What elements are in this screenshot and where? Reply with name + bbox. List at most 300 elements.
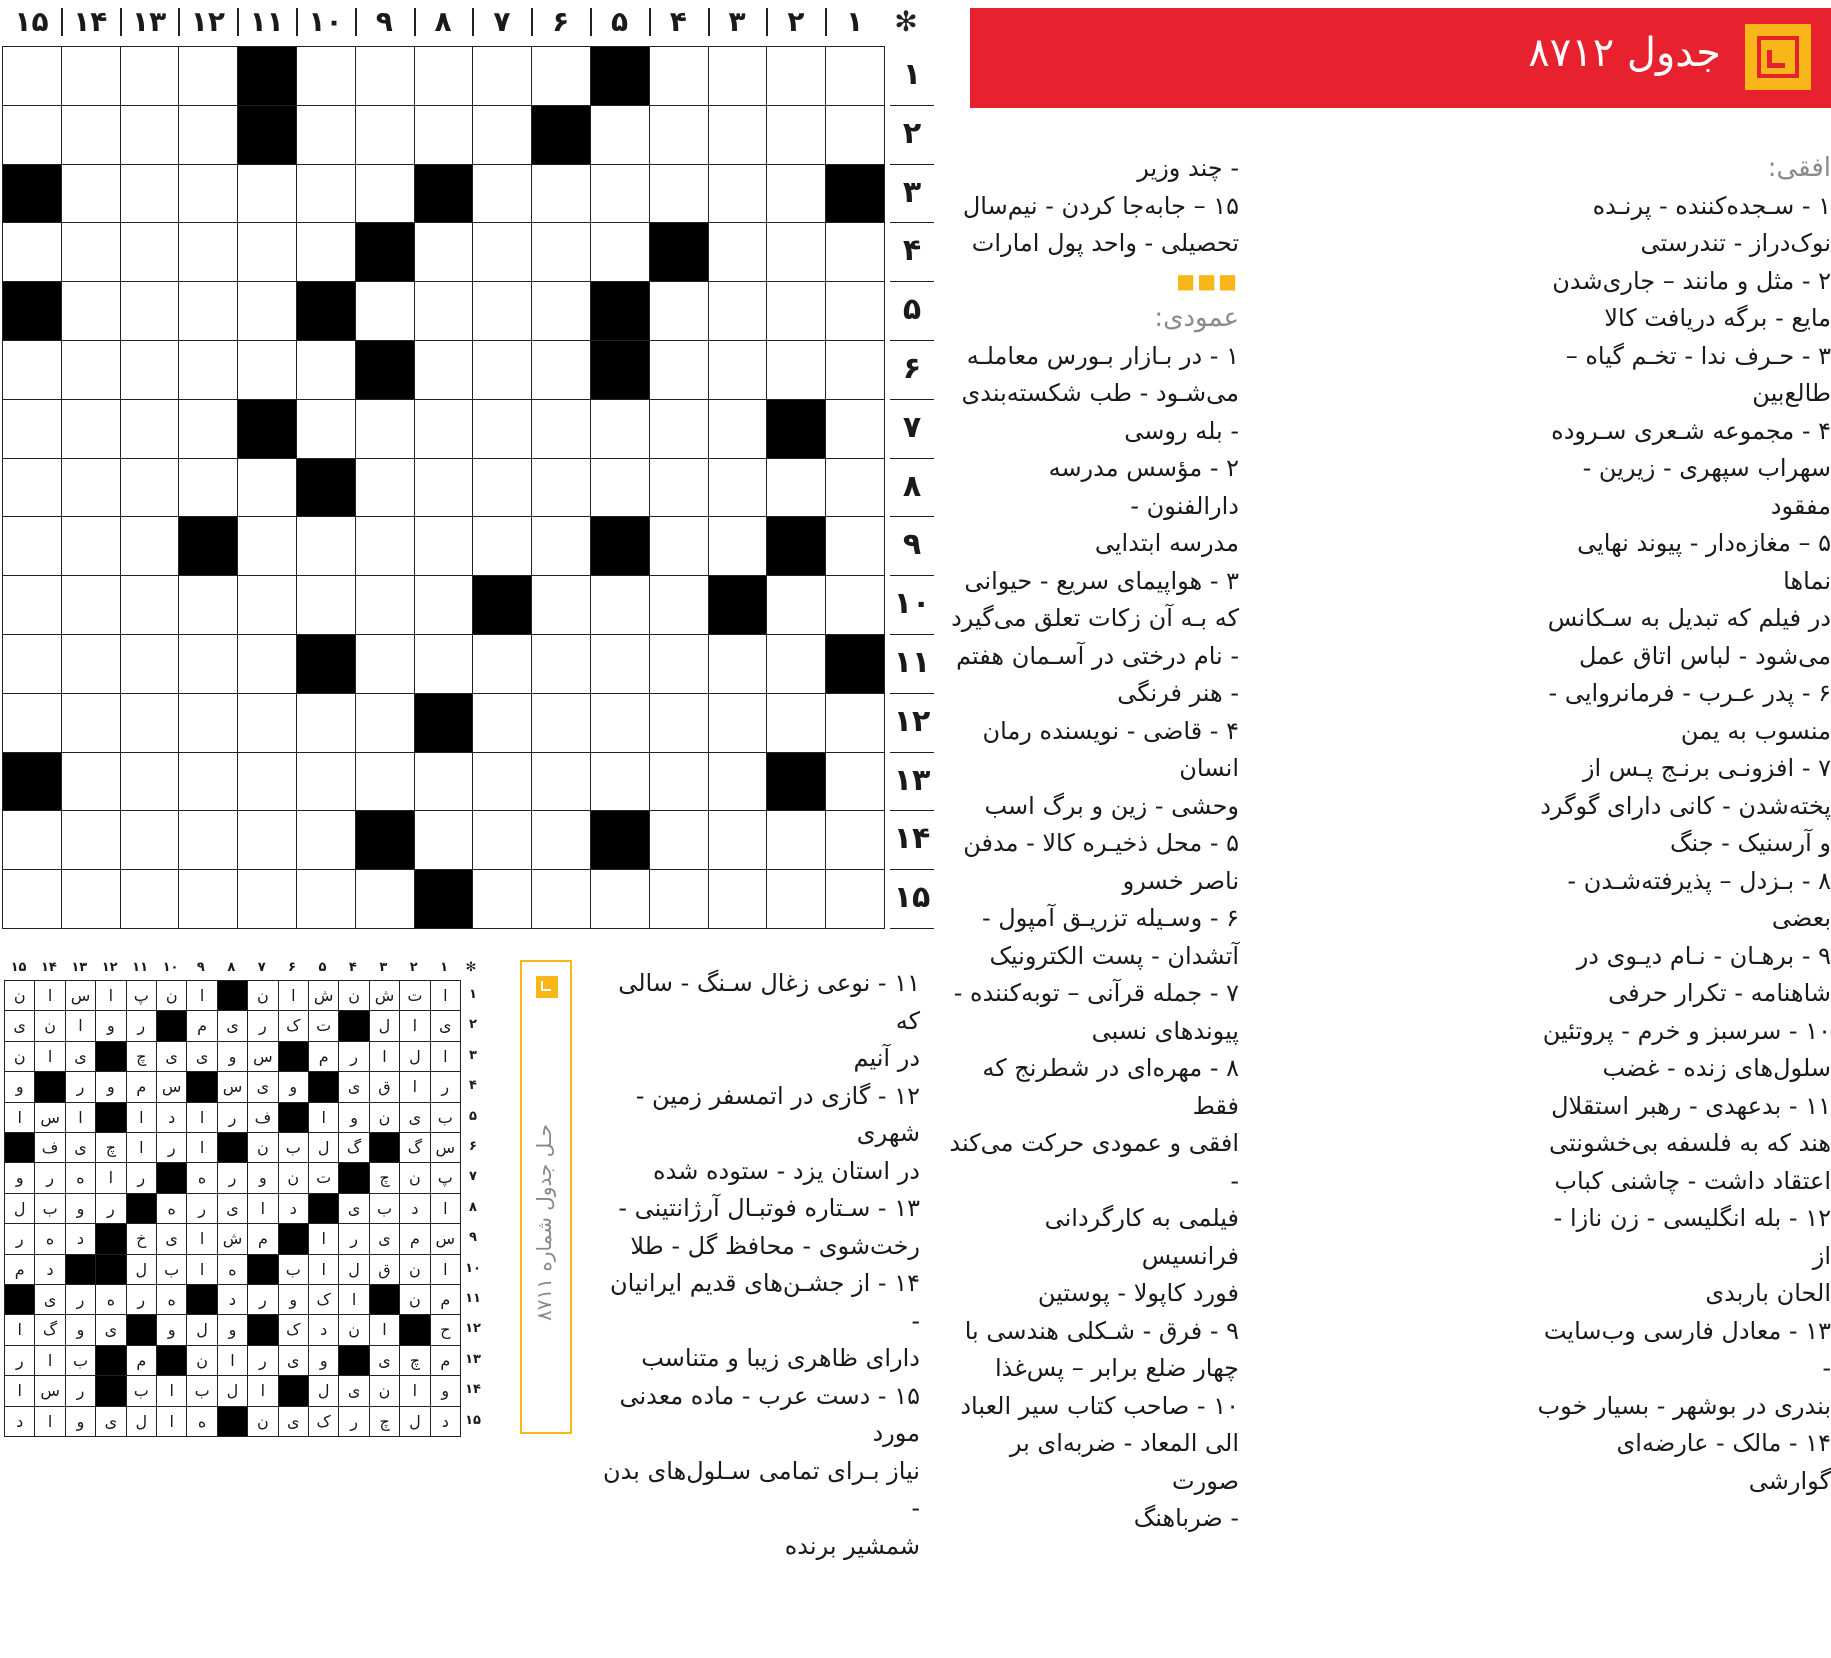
solution-letter-cell: ا bbox=[157, 1407, 187, 1437]
empty-cell[interactable] bbox=[767, 165, 826, 224]
empty-cell[interactable] bbox=[415, 282, 474, 341]
empty-cell[interactable] bbox=[415, 459, 474, 518]
empty-cell[interactable] bbox=[650, 694, 709, 753]
empty-cell[interactable] bbox=[473, 635, 532, 694]
solution-letter-cell: ا bbox=[309, 1255, 339, 1285]
solution-letter-cell: ا bbox=[5, 1376, 35, 1406]
solution-black-cell bbox=[96, 1255, 126, 1285]
across-clue-line: ۲ - مثل و مانند – جاری‌شدن bbox=[1552, 266, 1831, 295]
empty-cell[interactable] bbox=[415, 400, 474, 459]
black-cell bbox=[297, 459, 356, 518]
solution-letter-cell: م bbox=[5, 1255, 35, 1285]
empty-cell[interactable] bbox=[415, 811, 474, 870]
empty-cell[interactable] bbox=[356, 165, 415, 224]
solution-letter-cell: ب bbox=[35, 1194, 65, 1224]
down-clue-line: ۶ - وسـیله تزریـق آمپول - bbox=[982, 904, 1239, 932]
empty-cell[interactable] bbox=[121, 459, 180, 518]
empty-cell[interactable] bbox=[532, 282, 591, 341]
down-clues bbox=[949, 150, 1239, 1538]
solution-letter-cell: ب bbox=[279, 1255, 309, 1285]
solution-letter-cell: ر bbox=[5, 1224, 35, 1254]
empty-cell[interactable] bbox=[297, 694, 356, 753]
empty-cell[interactable] bbox=[297, 811, 356, 870]
empty-cell[interactable] bbox=[179, 282, 238, 341]
solution-row-number: ۲ bbox=[469, 1017, 477, 1033]
solution-letter-cell: ی bbox=[339, 1194, 369, 1224]
solution-letter-cell: ا bbox=[187, 1103, 217, 1133]
empty-cell[interactable] bbox=[179, 400, 238, 459]
empty-cell[interactable] bbox=[297, 165, 356, 224]
empty-cell[interactable] bbox=[62, 459, 121, 518]
empty-cell[interactable] bbox=[591, 106, 650, 165]
solution-column-number: ۱ bbox=[440, 960, 449, 975]
solution-letter-cell: ح bbox=[431, 1315, 461, 1345]
empty-cell[interactable] bbox=[179, 223, 238, 282]
empty-cell[interactable] bbox=[709, 517, 768, 576]
column-number: ۱۲ bbox=[190, 5, 225, 38]
empty-cell[interactable] bbox=[415, 635, 474, 694]
empty-cell[interactable] bbox=[356, 576, 415, 635]
empty-cell[interactable] bbox=[356, 753, 415, 812]
empty-cell[interactable] bbox=[356, 106, 415, 165]
empty-cell[interactable] bbox=[297, 341, 356, 400]
down-clues-continued bbox=[598, 965, 920, 1565]
empty-cell[interactable] bbox=[3, 47, 62, 106]
empty-cell[interactable] bbox=[62, 870, 121, 929]
empty-cell[interactable] bbox=[238, 282, 297, 341]
solution-letter-cell: ا bbox=[66, 1103, 96, 1133]
empty-cell[interactable] bbox=[532, 811, 591, 870]
empty-cell[interactable] bbox=[62, 106, 121, 165]
empty-cell[interactable] bbox=[121, 282, 180, 341]
solution-column-number: ۱۲ bbox=[101, 960, 118, 975]
solution-row-number: ۷ bbox=[469, 1169, 477, 1185]
empty-cell[interactable] bbox=[473, 106, 532, 165]
empty-cell[interactable] bbox=[62, 165, 121, 224]
empty-cell[interactable] bbox=[121, 576, 180, 635]
empty-cell[interactable] bbox=[473, 459, 532, 518]
down-clue-line: چهار ضلع برابر – پس‌غذا bbox=[994, 1354, 1239, 1382]
across-clue-line: اعتقاد داشت - چاشنی کباب bbox=[1554, 1166, 1831, 1195]
empty-cell[interactable] bbox=[473, 165, 532, 224]
empty-cell[interactable] bbox=[297, 517, 356, 576]
across-clue-line: ۹ - برهـان - نـام دیـوی در bbox=[1576, 941, 1831, 970]
empty-cell[interactable] bbox=[3, 341, 62, 400]
down-clue-line: ۱۰ - صاحب کتاب سیر العباد bbox=[960, 1391, 1239, 1420]
column-separator bbox=[472, 8, 474, 36]
solution-letter-cell: ی bbox=[279, 1407, 309, 1437]
empty-cell[interactable] bbox=[650, 635, 709, 694]
empty-cell[interactable] bbox=[709, 694, 768, 753]
empty-cell[interactable] bbox=[473, 870, 532, 929]
empty-cell[interactable] bbox=[62, 400, 121, 459]
solution-letter-cell: ا bbox=[35, 981, 65, 1011]
empty-cell[interactable] bbox=[62, 753, 121, 812]
empty-cell[interactable] bbox=[62, 694, 121, 753]
empty-cell[interactable] bbox=[591, 165, 650, 224]
solution-letter-cell: م bbox=[187, 1011, 217, 1041]
across-clue-line: سهراب سپهری - زیرین - مفقود bbox=[1582, 454, 1831, 520]
solution-letter-cell: ا bbox=[127, 1103, 157, 1133]
solution-letter-cell: ا bbox=[309, 1224, 339, 1254]
empty-cell[interactable] bbox=[297, 47, 356, 106]
across-clue-line: ۵ – مغازه‌دار - پیوند نهایی نماها bbox=[1577, 529, 1831, 595]
solution-black-cell bbox=[370, 1285, 400, 1315]
solution-letter-cell: و bbox=[66, 1194, 96, 1224]
empty-cell[interactable] bbox=[62, 223, 121, 282]
empty-cell[interactable] bbox=[415, 47, 474, 106]
empty-cell[interactable] bbox=[238, 459, 297, 518]
empty-cell[interactable] bbox=[591, 870, 650, 929]
black-cell bbox=[826, 635, 885, 694]
down-clue-line: ۱۳ - سـتاره فوتبـال آرژانتینی - bbox=[618, 1194, 920, 1222]
solution-black-cell bbox=[5, 1133, 35, 1163]
empty-cell[interactable] bbox=[3, 400, 62, 459]
solution-letter-cell: د bbox=[218, 1285, 248, 1315]
empty-cell[interactable] bbox=[238, 694, 297, 753]
empty-cell[interactable] bbox=[179, 694, 238, 753]
empty-cell[interactable] bbox=[179, 165, 238, 224]
empty-cell[interactable] bbox=[709, 870, 768, 929]
empty-cell[interactable] bbox=[356, 635, 415, 694]
solution-letter-cell: ر bbox=[248, 1285, 278, 1315]
empty-cell[interactable] bbox=[238, 753, 297, 812]
solution-letter-cell: م bbox=[248, 1224, 278, 1254]
solution-letter-cell: ل bbox=[309, 1133, 339, 1163]
down-clue-line: رخت‌شوی - محافظ گل - طلا bbox=[630, 1231, 920, 1260]
empty-cell[interactable] bbox=[591, 635, 650, 694]
empty-cell[interactable] bbox=[709, 165, 768, 224]
empty-cell[interactable] bbox=[709, 400, 768, 459]
empty-cell[interactable] bbox=[356, 517, 415, 576]
empty-cell[interactable] bbox=[238, 517, 297, 576]
empty-cell[interactable] bbox=[415, 106, 474, 165]
empty-cell[interactable] bbox=[3, 517, 62, 576]
empty-cell[interactable] bbox=[532, 576, 591, 635]
empty-cell[interactable] bbox=[473, 341, 532, 400]
empty-cell[interactable] bbox=[121, 517, 180, 576]
solution-letter-cell: ه bbox=[187, 1163, 217, 1193]
empty-cell[interactable] bbox=[297, 400, 356, 459]
black-cell bbox=[238, 47, 297, 106]
empty-cell[interactable] bbox=[238, 341, 297, 400]
empty-cell[interactable] bbox=[473, 694, 532, 753]
solution-letter-cell: ر bbox=[127, 1285, 157, 1315]
empty-cell[interactable] bbox=[591, 400, 650, 459]
solution-letter-cell: ن bbox=[5, 1042, 35, 1072]
solution-letter-cell: و bbox=[279, 1285, 309, 1315]
empty-cell[interactable] bbox=[591, 459, 650, 518]
solution-black-cell bbox=[279, 1224, 309, 1254]
empty-cell[interactable] bbox=[3, 459, 62, 518]
solution-column-number: ۱۱ bbox=[132, 960, 149, 975]
empty-cell[interactable] bbox=[650, 400, 709, 459]
empty-cell[interactable] bbox=[826, 753, 885, 812]
empty-cell[interactable] bbox=[121, 694, 180, 753]
down-clue-line: ۳ - هواپیمای سریع - حیوانی bbox=[964, 566, 1239, 595]
solution-letter-cell: س bbox=[218, 1072, 248, 1102]
empty-cell[interactable] bbox=[415, 576, 474, 635]
empty-cell[interactable] bbox=[356, 400, 415, 459]
empty-cell[interactable] bbox=[767, 282, 826, 341]
empty-cell[interactable] bbox=[3, 694, 62, 753]
empty-cell[interactable] bbox=[121, 635, 180, 694]
empty-cell[interactable] bbox=[532, 753, 591, 812]
empty-cell[interactable] bbox=[532, 694, 591, 753]
empty-cell[interactable] bbox=[767, 459, 826, 518]
empty-cell[interactable] bbox=[473, 753, 532, 812]
solution-letter-cell: ی bbox=[400, 1103, 430, 1133]
empty-cell[interactable] bbox=[767, 106, 826, 165]
solution-column-numbers bbox=[4, 960, 484, 980]
solution-letter-cell: ر bbox=[35, 1163, 65, 1193]
empty-cell[interactable] bbox=[532, 635, 591, 694]
empty-cell[interactable] bbox=[179, 341, 238, 400]
empty-cell[interactable] bbox=[473, 811, 532, 870]
empty-cell[interactable] bbox=[473, 400, 532, 459]
empty-cell[interactable] bbox=[121, 811, 180, 870]
down-clue-line: می‌شـود - طب شکسته‌بندی bbox=[961, 379, 1239, 407]
solution-black-cell bbox=[96, 1376, 126, 1406]
empty-cell[interactable] bbox=[650, 576, 709, 635]
empty-cell[interactable] bbox=[62, 635, 121, 694]
empty-cell[interactable] bbox=[650, 517, 709, 576]
across-clue-line: طالع‌بین bbox=[1752, 379, 1831, 407]
solution-letter-cell: ل bbox=[309, 1376, 339, 1406]
solution-black-cell bbox=[218, 1407, 248, 1437]
empty-cell[interactable] bbox=[473, 47, 532, 106]
empty-cell[interactable] bbox=[650, 341, 709, 400]
empty-cell[interactable] bbox=[532, 517, 591, 576]
empty-cell[interactable] bbox=[121, 223, 180, 282]
down-clue-line: شمشیر برنده bbox=[784, 1531, 920, 1560]
empty-cell[interactable] bbox=[826, 459, 885, 518]
empty-cell[interactable] bbox=[591, 753, 650, 812]
empty-cell[interactable] bbox=[767, 694, 826, 753]
empty-cell[interactable] bbox=[826, 282, 885, 341]
solution-letter-cell: ا bbox=[400, 1072, 430, 1102]
solution-letter-cell: ل bbox=[400, 1407, 430, 1437]
empty-cell[interactable] bbox=[473, 223, 532, 282]
solution-letter-cell: د bbox=[157, 1103, 187, 1133]
solution-black-cell bbox=[157, 1163, 187, 1193]
empty-cell[interactable] bbox=[767, 635, 826, 694]
empty-cell[interactable] bbox=[297, 223, 356, 282]
empty-cell[interactable] bbox=[826, 106, 885, 165]
empty-cell[interactable] bbox=[238, 576, 297, 635]
empty-cell[interactable] bbox=[709, 106, 768, 165]
empty-cell[interactable] bbox=[767, 811, 826, 870]
empty-cell[interactable] bbox=[650, 811, 709, 870]
solution-letter-cell: ک bbox=[279, 1011, 309, 1041]
empty-cell[interactable] bbox=[473, 282, 532, 341]
solution-letter-cell: ا bbox=[187, 981, 217, 1011]
down-clue-line: - بله روسی bbox=[1124, 416, 1239, 445]
solution-letter-cell: ا bbox=[370, 1315, 400, 1345]
empty-cell[interactable] bbox=[415, 517, 474, 576]
empty-cell[interactable] bbox=[709, 282, 768, 341]
empty-cell[interactable] bbox=[121, 341, 180, 400]
solution-letter-cell: ا bbox=[400, 1011, 430, 1041]
across-heading: افقی: bbox=[1767, 153, 1831, 183]
solution-column-number: ۷ bbox=[257, 960, 266, 975]
empty-cell[interactable] bbox=[473, 517, 532, 576]
empty-cell[interactable] bbox=[179, 106, 238, 165]
solution-black-cell bbox=[400, 1315, 430, 1345]
empty-cell[interactable] bbox=[121, 753, 180, 812]
empty-cell[interactable] bbox=[297, 870, 356, 929]
empty-cell[interactable] bbox=[356, 694, 415, 753]
empty-cell[interactable] bbox=[62, 811, 121, 870]
empty-cell[interactable] bbox=[121, 47, 180, 106]
empty-cell[interactable] bbox=[297, 576, 356, 635]
empty-cell[interactable] bbox=[650, 165, 709, 224]
empty-cell[interactable] bbox=[297, 106, 356, 165]
black-cell bbox=[297, 635, 356, 694]
empty-cell[interactable] bbox=[532, 47, 591, 106]
column-separator bbox=[120, 8, 122, 36]
empty-cell[interactable] bbox=[179, 753, 238, 812]
empty-cell[interactable] bbox=[826, 576, 885, 635]
empty-cell[interactable] bbox=[415, 753, 474, 812]
row-number: ۶ bbox=[890, 340, 934, 400]
empty-cell[interactable] bbox=[3, 635, 62, 694]
empty-cell[interactable] bbox=[238, 165, 297, 224]
empty-cell[interactable] bbox=[826, 223, 885, 282]
empty-cell[interactable] bbox=[238, 811, 297, 870]
empty-cell[interactable] bbox=[709, 223, 768, 282]
empty-cell[interactable] bbox=[650, 459, 709, 518]
empty-cell[interactable] bbox=[650, 47, 709, 106]
empty-cell[interactable] bbox=[62, 341, 121, 400]
empty-cell[interactable] bbox=[650, 282, 709, 341]
empty-cell[interactable] bbox=[826, 341, 885, 400]
empty-cell[interactable] bbox=[238, 223, 297, 282]
empty-cell[interactable] bbox=[767, 870, 826, 929]
empty-cell[interactable] bbox=[179, 870, 238, 929]
across-clue-line: بندری در بوشهر - بسیار خوب bbox=[1537, 1391, 1831, 1420]
empty-cell[interactable] bbox=[297, 753, 356, 812]
empty-cell[interactable] bbox=[532, 400, 591, 459]
empty-cell[interactable] bbox=[650, 870, 709, 929]
empty-cell[interactable] bbox=[709, 635, 768, 694]
black-cell bbox=[415, 870, 474, 929]
empty-cell[interactable] bbox=[532, 165, 591, 224]
empty-cell[interactable] bbox=[591, 576, 650, 635]
solution-letter-cell: ا bbox=[400, 1376, 430, 1406]
empty-cell[interactable] bbox=[179, 576, 238, 635]
empty-cell[interactable] bbox=[356, 459, 415, 518]
column-separator bbox=[178, 8, 180, 36]
empty-cell[interactable] bbox=[415, 223, 474, 282]
empty-cell[interactable] bbox=[826, 811, 885, 870]
empty-cell[interactable] bbox=[3, 223, 62, 282]
solution-column-number: ۱۰ bbox=[162, 960, 179, 975]
empty-cell[interactable] bbox=[121, 870, 180, 929]
solution-letter-cell: ل bbox=[400, 1042, 430, 1072]
empty-cell[interactable] bbox=[532, 341, 591, 400]
empty-cell[interactable] bbox=[121, 165, 180, 224]
empty-cell[interactable] bbox=[826, 47, 885, 106]
empty-cell[interactable] bbox=[62, 576, 121, 635]
empty-cell[interactable] bbox=[826, 870, 885, 929]
empty-cell[interactable] bbox=[179, 811, 238, 870]
black-cell bbox=[473, 576, 532, 635]
across-clue-line: بعضی bbox=[1771, 904, 1831, 932]
empty-cell[interactable] bbox=[179, 635, 238, 694]
empty-cell[interactable] bbox=[767, 576, 826, 635]
solution-letter-cell: ر bbox=[339, 1407, 369, 1437]
solution-black-cell bbox=[96, 1224, 126, 1254]
solution-letter-cell: ر bbox=[66, 1285, 96, 1315]
empty-cell[interactable] bbox=[591, 223, 650, 282]
black-cell bbox=[591, 341, 650, 400]
empty-cell[interactable] bbox=[62, 47, 121, 106]
solution-letter-cell: ا bbox=[431, 1255, 461, 1285]
empty-cell[interactable] bbox=[3, 576, 62, 635]
empty-cell[interactable] bbox=[709, 341, 768, 400]
empty-cell[interactable] bbox=[356, 282, 415, 341]
empty-cell[interactable] bbox=[532, 870, 591, 929]
empty-cell[interactable] bbox=[3, 870, 62, 929]
empty-cell[interactable] bbox=[826, 517, 885, 576]
empty-cell[interactable] bbox=[591, 694, 650, 753]
empty-cell[interactable] bbox=[62, 517, 121, 576]
empty-cell[interactable] bbox=[121, 106, 180, 165]
empty-cell[interactable] bbox=[356, 47, 415, 106]
empty-cell[interactable] bbox=[179, 459, 238, 518]
empty-cell[interactable] bbox=[179, 47, 238, 106]
solution-letter-cell: ل bbox=[5, 1194, 35, 1224]
empty-cell[interactable] bbox=[121, 400, 180, 459]
empty-cell[interactable] bbox=[532, 223, 591, 282]
empty-cell[interactable] bbox=[826, 694, 885, 753]
empty-cell[interactable] bbox=[767, 223, 826, 282]
empty-cell[interactable] bbox=[709, 47, 768, 106]
empty-cell[interactable] bbox=[532, 459, 591, 518]
solution-column-number: ۱۴ bbox=[40, 960, 57, 975]
solution-black-cell bbox=[96, 1103, 126, 1133]
empty-cell[interactable] bbox=[709, 753, 768, 812]
black-cell bbox=[238, 400, 297, 459]
solution-letter-cell: ا bbox=[35, 1042, 65, 1072]
solution-letter-cell: ا bbox=[127, 1133, 157, 1163]
solution-letter-cell: و bbox=[339, 1103, 369, 1133]
empty-cell[interactable] bbox=[415, 341, 474, 400]
column-number: ۱۰ bbox=[308, 5, 343, 38]
empty-cell[interactable] bbox=[238, 870, 297, 929]
empty-cell[interactable] bbox=[62, 282, 121, 341]
empty-cell[interactable] bbox=[3, 106, 62, 165]
down-clue-line: وحشی - زین و برگ اسب bbox=[984, 791, 1239, 820]
empty-cell[interactable] bbox=[826, 400, 885, 459]
empty-cell[interactable] bbox=[767, 341, 826, 400]
empty-cell[interactable] bbox=[709, 811, 768, 870]
empty-cell[interactable] bbox=[356, 870, 415, 929]
empty-cell[interactable] bbox=[767, 47, 826, 106]
empty-cell[interactable] bbox=[709, 459, 768, 518]
solution-letter-cell: س bbox=[431, 1133, 461, 1163]
empty-cell[interactable] bbox=[3, 811, 62, 870]
solution-letter-cell: ا bbox=[279, 981, 309, 1011]
down-clue-line: ۱ - در بـازار بـورس معاملـه bbox=[966, 341, 1239, 370]
solution-label-box bbox=[520, 960, 572, 1434]
solution-black-cell bbox=[339, 1346, 369, 1376]
black-cell bbox=[767, 400, 826, 459]
empty-cell[interactable] bbox=[650, 753, 709, 812]
empty-cell[interactable] bbox=[238, 635, 297, 694]
empty-cell[interactable] bbox=[650, 106, 709, 165]
